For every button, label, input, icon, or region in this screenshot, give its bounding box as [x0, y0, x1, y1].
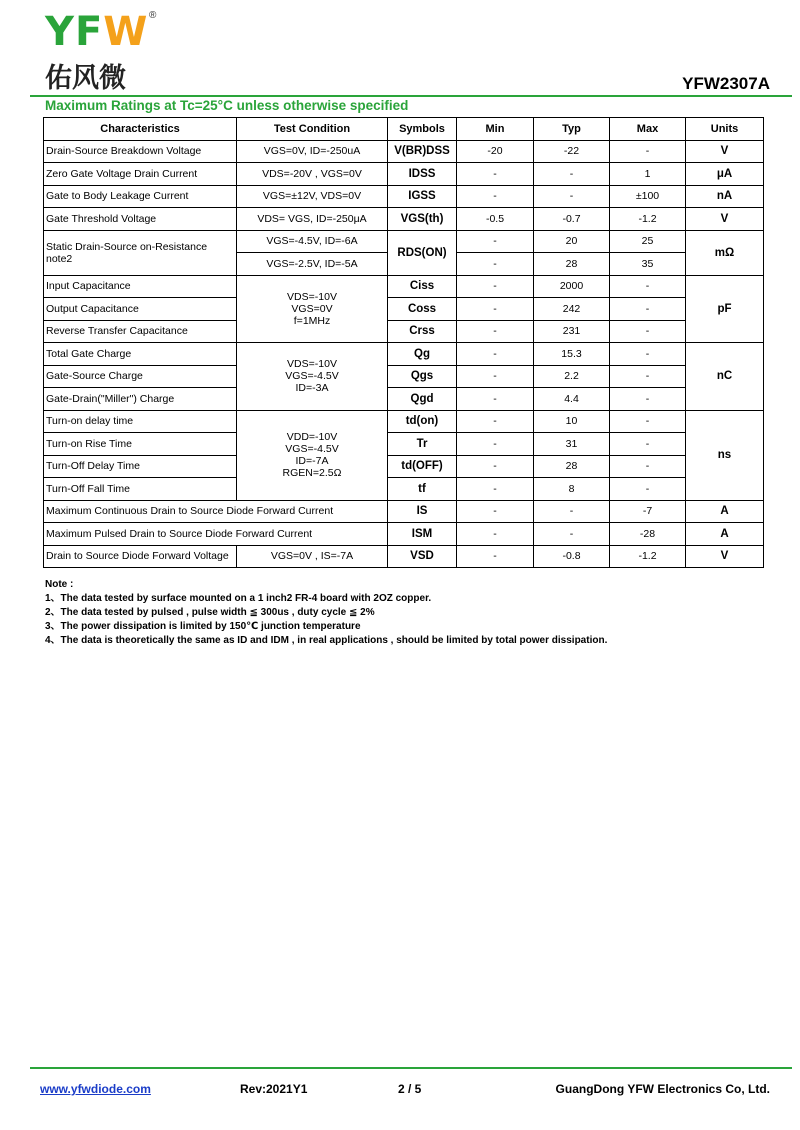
table-row	[44, 275, 764, 298]
switch-cond-line: ID=-7A	[295, 455, 329, 467]
cell-min: -20	[457, 140, 534, 163]
rds-char-line2: note2	[46, 252, 73, 265]
cell-symbol: Qgd	[388, 388, 457, 411]
cell-max: ±100	[610, 185, 686, 208]
logo-letter-f: F	[74, 9, 104, 55]
table-row	[44, 455, 764, 478]
switch-cond-line: VGS=-4.5V	[285, 443, 339, 455]
website-link[interactable]: www.yfwdiode.com	[40, 1082, 151, 1096]
cell-condition	[237, 410, 388, 500]
cell-unit: V	[686, 140, 764, 163]
logo-chinese-name: 佑风微	[45, 63, 126, 94]
note-item: 4、The data is theoretically the same as ID and IDM , in real applications , should be limited by total power dissipation.	[45, 635, 608, 646]
table-row	[44, 478, 764, 501]
cell-max: -	[610, 320, 686, 343]
cell-min: -	[457, 343, 534, 366]
cell-max: -1.2	[610, 208, 686, 231]
cell-unit: μA	[686, 163, 764, 186]
table-row	[44, 523, 764, 546]
cell-max: -	[610, 140, 686, 163]
cap-cond-line: VDS=-10V	[287, 290, 337, 303]
cell-characteristic: Zero Gate Voltage Drain Current	[44, 163, 237, 186]
note-item: 1、The data tested by surface mounted on a 1 inch2 FR-4 board with 2OZ copper.	[45, 593, 432, 604]
col-header-units: Units	[686, 118, 764, 141]
col-header-test-condition: Test Condition	[237, 118, 388, 141]
cell-characteristic: Gate Threshold Voltage	[44, 208, 237, 231]
table-row	[44, 163, 764, 186]
table-row	[44, 410, 764, 433]
cell-characteristic: Turn-Off Fall Time	[44, 478, 237, 501]
cell-unit: V	[686, 208, 764, 231]
notes-block	[45, 578, 607, 648]
cell-min: -0.5	[457, 208, 534, 231]
cell-symbol: IS	[388, 500, 457, 523]
cell-characteristic: Drain to Source Diode Forward Voltage	[44, 545, 237, 568]
cell-unit: V	[686, 545, 764, 568]
note-item: 2、The data tested by pulsed , pulse width ≦ 300us , duty cycle ≦ 2%	[45, 607, 375, 618]
cell-typ: 15.3	[534, 343, 610, 366]
cell-min: -	[457, 230, 534, 253]
cell-symbol: Coss	[388, 298, 457, 321]
cell-max: -	[610, 388, 686, 411]
company-logo	[45, 9, 165, 94]
cell-typ: -	[534, 185, 610, 208]
cell-typ: -0.8	[534, 545, 610, 568]
cell-min: -	[457, 388, 534, 411]
rds-char-line1: Static Drain-Source on-Resistance	[46, 240, 208, 253]
cell-max: -	[610, 275, 686, 298]
col-header-characteristics: Characteristics	[44, 118, 237, 141]
cell-characteristic: Drain-Source Breakdown Voltage	[44, 140, 237, 163]
cell-typ: -22	[534, 140, 610, 163]
ratings-table	[43, 117, 764, 568]
cell-max: -	[610, 433, 686, 456]
cell-symbol: IGSS	[388, 185, 457, 208]
cell-typ: -	[534, 163, 610, 186]
cell-min: -	[457, 365, 534, 388]
cell-min: -	[457, 523, 534, 546]
cell-typ: 8	[534, 478, 610, 501]
cell-unit: nC	[686, 343, 764, 411]
cell-characteristic: Maximum Pulsed Drain to Source Diode Forward Current	[44, 523, 388, 546]
cell-max: 1	[610, 163, 686, 186]
note-heading: Note :	[45, 579, 74, 590]
cell-characteristic: Turn-on Rise Time	[44, 433, 237, 456]
cell-condition: VGS=-2.5V, ID=-5A	[237, 253, 388, 276]
cell-min: -	[457, 410, 534, 433]
table-row	[44, 140, 764, 163]
cell-typ: 231	[534, 320, 610, 343]
charge-cond-line: VDS=-10V	[287, 358, 337, 371]
cell-characteristic	[44, 230, 237, 275]
cell-typ: -	[534, 523, 610, 546]
part-number: YFW2307A	[682, 74, 770, 93]
company-name: GuangDong YFW Electronics Co, Ltd.	[555, 1082, 770, 1096]
switch-cond-line: VDD=-10V	[286, 431, 338, 443]
cell-symbol: VGS(th)	[388, 208, 457, 231]
cell-symbol: IDSS	[388, 163, 457, 186]
revision-label: Rev:2021Y1	[240, 1082, 308, 1096]
table-row	[44, 208, 764, 231]
cell-unit: A	[686, 523, 764, 546]
cell-max: -	[610, 410, 686, 433]
cell-min: -	[457, 253, 534, 276]
cell-typ: 28	[534, 253, 610, 276]
cell-min: -	[457, 500, 534, 523]
cell-condition: VGS=±12V, VDS=0V	[237, 185, 388, 208]
charge-cond-line: VGS=-4.5V	[285, 370, 339, 383]
cell-characteristic: Turn-on delay time	[44, 410, 237, 433]
cell-min: -	[457, 185, 534, 208]
charge-cond-line: ID=-3A	[295, 382, 329, 395]
table-row	[44, 343, 764, 366]
cell-typ: 20	[534, 230, 610, 253]
table-row	[44, 545, 764, 568]
cell-min: -	[457, 433, 534, 456]
table-row	[44, 185, 764, 208]
cell-condition	[237, 343, 388, 411]
logo-letter-w: W	[103, 9, 149, 55]
logo-wordmark	[45, 9, 165, 55]
table-row	[44, 433, 764, 456]
cell-min: -	[457, 275, 534, 298]
cell-symbol: tf	[388, 478, 457, 501]
cell-typ: 4.4	[534, 388, 610, 411]
col-header-symbols: Symbols	[388, 118, 457, 141]
cell-symbol: Qg	[388, 343, 457, 366]
cell-condition: VGS=0V , IS=-7A	[237, 545, 388, 568]
cell-characteristic: Gate-Source Charge	[44, 365, 237, 388]
cell-characteristic: Reverse Transfer Capacitance	[44, 320, 237, 343]
footer-divider	[30, 1067, 792, 1069]
cell-characteristic: Maximum Continuous Drain to Source Diode Forward Current	[44, 500, 388, 523]
col-header-typ: Typ	[534, 118, 610, 141]
table-row	[44, 500, 764, 523]
table-row	[44, 320, 764, 343]
table-row	[44, 388, 764, 411]
header-divider	[30, 95, 792, 97]
cell-unit: ns	[686, 410, 764, 500]
cell-max: -	[610, 478, 686, 501]
cell-characteristic: Output Capacitance	[44, 298, 237, 321]
table-row	[44, 365, 764, 388]
cell-condition: VGS=-4.5V, ID=-6A	[237, 230, 388, 253]
cell-typ: -	[534, 500, 610, 523]
cell-max: -	[610, 365, 686, 388]
cell-condition: VDS=-20V , VGS=0V	[237, 163, 388, 186]
section-title: Maximum Ratings at Tc=25°C unless otherwise specified	[45, 98, 409, 113]
cell-symbol: Crss	[388, 320, 457, 343]
cell-min: -	[457, 478, 534, 501]
cell-characteristic: Turn-Off Delay Time	[44, 455, 237, 478]
cell-min: -	[457, 320, 534, 343]
cell-typ: 2000	[534, 275, 610, 298]
switch-cond-line: RGEN=2.5Ω	[282, 467, 342, 479]
table-header-row	[44, 118, 764, 141]
cell-max: -1.2	[610, 545, 686, 568]
cell-max: 25	[610, 230, 686, 253]
table-row	[44, 230, 764, 253]
cell-symbol: td(on)	[388, 410, 457, 433]
cell-typ: 28	[534, 455, 610, 478]
cell-max: -7	[610, 500, 686, 523]
registered-mark: ®	[149, 10, 157, 21]
cell-unit: mΩ	[686, 230, 764, 275]
cell-max: -	[610, 343, 686, 366]
cell-symbol: Ciss	[388, 275, 457, 298]
cell-typ: 2.2	[534, 365, 610, 388]
cell-max: -	[610, 298, 686, 321]
cell-unit: pF	[686, 275, 764, 343]
cell-max: 35	[610, 253, 686, 276]
cell-characteristic: Input Capacitance	[44, 275, 237, 298]
cell-characteristic: Gate-Drain("Miller") Charge	[44, 388, 237, 411]
col-header-max: Max	[610, 118, 686, 141]
cell-symbol: Tr	[388, 433, 457, 456]
logo-letter-y: Y	[45, 9, 75, 55]
cell-max: -	[610, 455, 686, 478]
cell-characteristic: Total Gate Charge	[44, 343, 237, 366]
note-item: 3、The power dissipation is limited by 150℃ junction temperature	[45, 621, 361, 632]
cell-symbol: Qgs	[388, 365, 457, 388]
cell-condition	[237, 275, 388, 343]
cap-cond-line: f=1MHz	[293, 314, 331, 327]
cell-unit: A	[686, 500, 764, 523]
cell-typ: 10	[534, 410, 610, 433]
col-header-min: Min	[457, 118, 534, 141]
cell-symbol: V(BR)DSS	[388, 140, 457, 163]
cell-min: -	[457, 298, 534, 321]
cell-typ: 31	[534, 433, 610, 456]
cell-typ: -0.7	[534, 208, 610, 231]
cell-characteristic: Gate to Body Leakage Current	[44, 185, 237, 208]
cell-min: -	[457, 163, 534, 186]
cell-typ: 242	[534, 298, 610, 321]
cell-condition: VGS=0V, ID=-250uA	[237, 140, 388, 163]
table-row	[44, 298, 764, 321]
cell-unit: nA	[686, 185, 764, 208]
page-number: 2 / 5	[398, 1082, 422, 1096]
cell-symbol: RDS(ON)	[388, 230, 457, 275]
cell-symbol: VSD	[388, 545, 457, 568]
cell-min: -	[457, 545, 534, 568]
cell-symbol: ISM	[388, 523, 457, 546]
cap-cond-line: VGS=0V	[291, 302, 333, 315]
cell-symbol: td(OFF)	[388, 455, 457, 478]
cell-max: -28	[610, 523, 686, 546]
cell-condition: VDS= VGS, ID=-250μA	[237, 208, 388, 231]
cell-min: -	[457, 455, 534, 478]
